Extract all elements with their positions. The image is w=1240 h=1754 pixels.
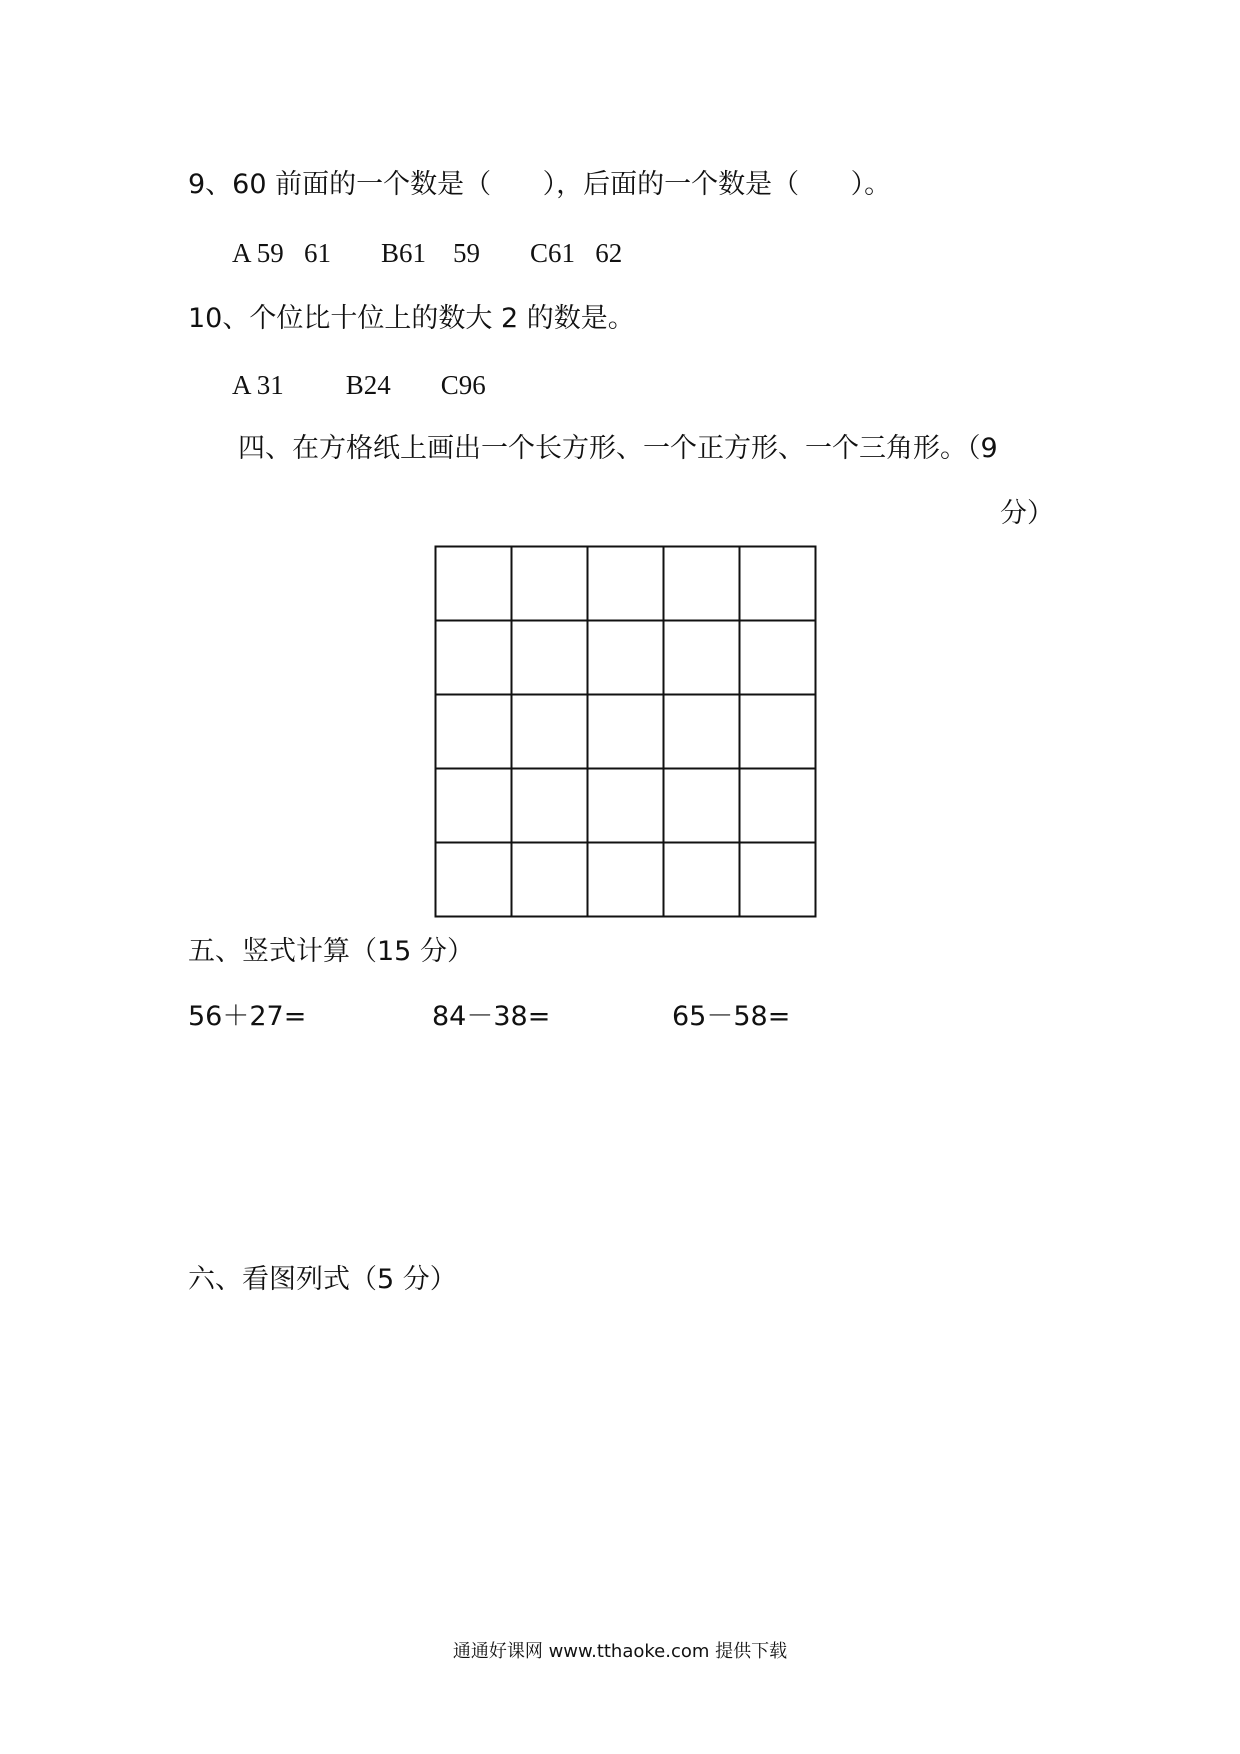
question-10-options xyxy=(232,368,486,402)
grid-cell xyxy=(512,769,588,843)
option-a: A 31 xyxy=(232,370,284,400)
grid-cell xyxy=(740,843,816,917)
grid-cell xyxy=(588,547,664,621)
grid-cell xyxy=(512,843,588,917)
grid-cell xyxy=(588,843,664,917)
footer-download-note: 通通好课网 www.tthaoke.com 提供下载 xyxy=(452,1641,788,1662)
section-5-title: 五、竖式计算（15 分） xyxy=(188,936,474,967)
option-c: C96 xyxy=(440,370,486,400)
grid-cell xyxy=(740,547,816,621)
grid-cell xyxy=(512,547,588,621)
grid-cell xyxy=(512,695,588,769)
grid-cell xyxy=(664,621,740,695)
grid-cell xyxy=(740,769,816,843)
grid-cell xyxy=(664,695,740,769)
option-a: A 59 61 xyxy=(232,238,332,268)
grid-cell xyxy=(436,547,512,621)
calculation-1: 56＋27= xyxy=(188,1001,307,1032)
grid-cell xyxy=(588,769,664,843)
grid-cell xyxy=(436,695,512,769)
grid-cell xyxy=(436,843,512,917)
grid-cell xyxy=(664,547,740,621)
section-4-title: 四、在方格纸上画出一个长方形、一个正方形、一个三角形。（9 xyxy=(238,433,998,464)
option-c: C61 62 xyxy=(530,238,623,268)
grid-cell xyxy=(664,843,740,917)
calculation-2: 84－38= xyxy=(432,1001,551,1032)
question-10: 10、个位比十位上的数大 2 的数是。 xyxy=(188,303,635,334)
calculation-3: 65－58= xyxy=(672,1001,791,1032)
section-6-title: 六、看图列式（5 分） xyxy=(188,1264,457,1295)
question-9-options xyxy=(232,236,622,270)
drawing-grid[interactable] xyxy=(434,545,817,918)
question-9: 9、60 前面的一个数是（ ），后面的一个数是（ ）。 xyxy=(188,169,892,200)
grid-cell xyxy=(512,621,588,695)
option-b: B24 xyxy=(345,370,391,400)
grid-cell xyxy=(740,621,816,695)
grid-cell xyxy=(436,621,512,695)
grid-cell xyxy=(740,695,816,769)
grid-cell xyxy=(588,695,664,769)
section-4-title-continued: 分） xyxy=(1000,498,1054,529)
option-b: B61 59 xyxy=(381,238,481,268)
grid-cell xyxy=(664,769,740,843)
grid-cell xyxy=(436,769,512,843)
grid-cell xyxy=(588,621,664,695)
